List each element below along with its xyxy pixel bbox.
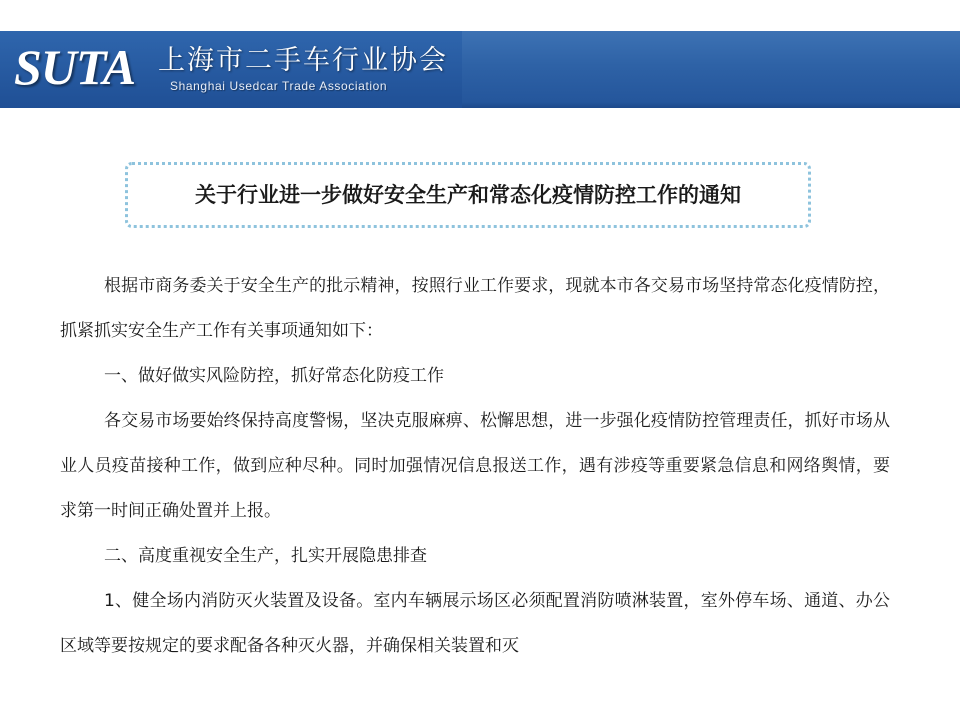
org-name-en: Shanghai Usedcar Trade Association [170, 79, 388, 93]
section-heading-2: 二、高度重视安全生产，扎实开展隐患排查 [104, 546, 427, 566]
notice-title: 关于行业进一步做好安全生产和常态化疫情防控工作的通知 [195, 183, 741, 207]
paragraph-section-1: 各交易市场要始终保持高度警惕，坚决克服麻痹、松懈思想，进一步强化疫情防控管理责任，抓好市场从业人员疫苗接种工作，做到应种尽种。同时加强情况信息报送工作，遇有涉疫等重要紧急信息和网络舆情，要求第一时间正确处置并上报。 [60, 411, 890, 521]
paragraph-intro: 根据市商务委关于安全生产的批示精神，按照行业工作要求，现就本市各交易市场坚持常态化疫情防控，抓紧抓实安全生产工作有关事项通知如下： [60, 276, 890, 341]
notice-title-box [125, 162, 811, 228]
section-heading-1: 一、做好做实风险防控，抓好常态化防疫工作 [104, 366, 444, 386]
org-name-cn: 上海市二手车行业协会 [158, 45, 448, 76]
notice-body [60, 264, 890, 669]
paragraph-item-1: 1、健全场内消防灭火装置及设备。室内车辆展示场区必须配置消防喷淋装置，室外停车场、通道、办公区域等要按规定的要求配备各种灭火器，并确保相关装置和灭 [60, 591, 890, 656]
header [0, 0, 960, 108]
logo-mark: SUTA [14, 39, 136, 95]
